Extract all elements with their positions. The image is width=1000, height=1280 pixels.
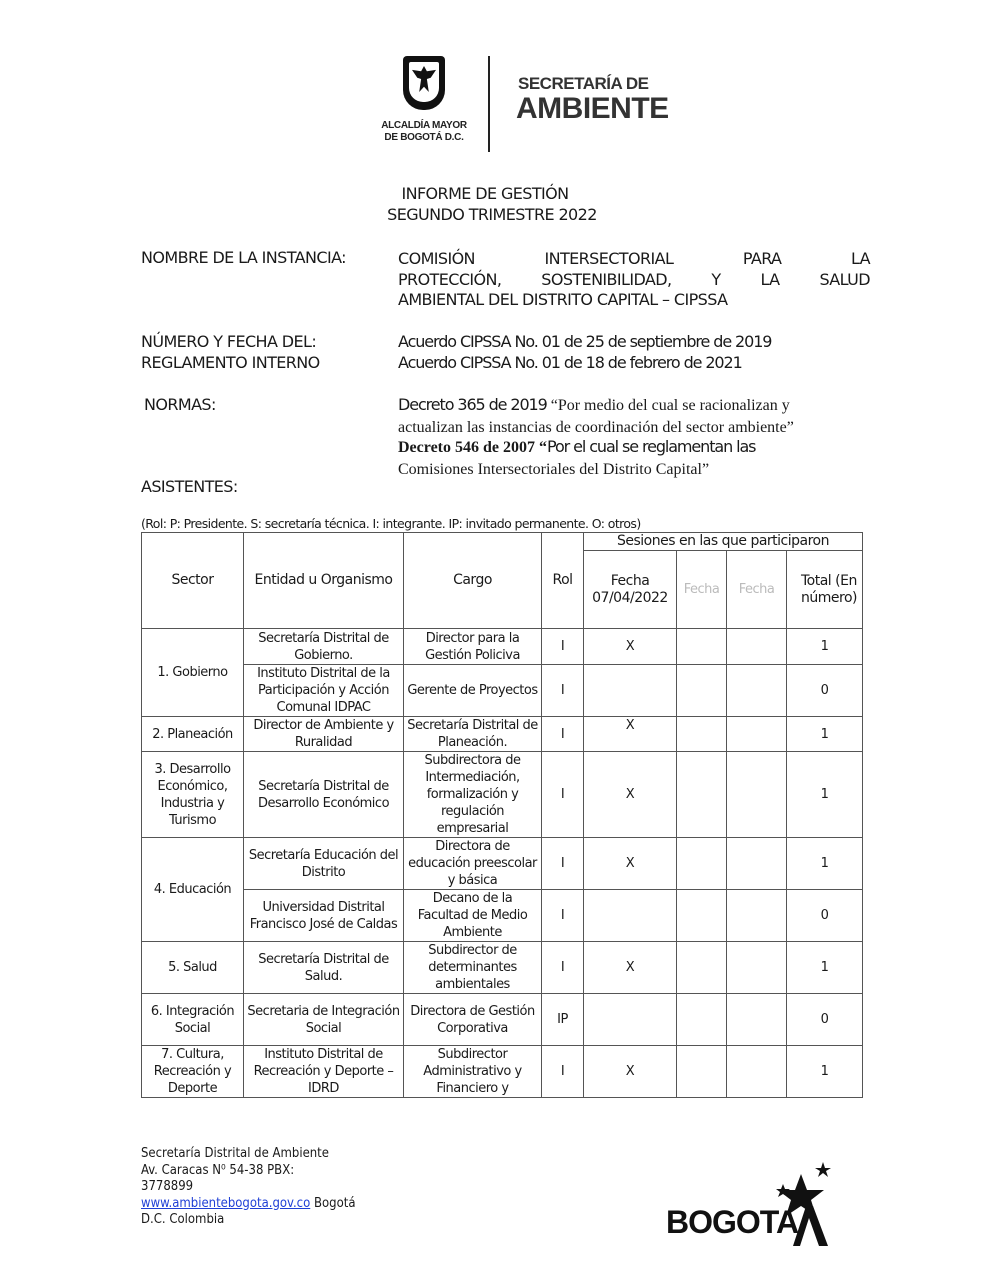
fecha-3-cell bbox=[727, 752, 787, 838]
rol-cell: I bbox=[542, 665, 584, 717]
reglamento-label1: NÚMERO Y FECHA DEL: bbox=[141, 332, 317, 351]
fecha-1-cell: X bbox=[584, 629, 677, 665]
cargo-cell: Subdirector de determinantes ambientales bbox=[404, 942, 542, 994]
table-row bbox=[142, 838, 863, 890]
norma-1-name: Decreto 365 de 2019 bbox=[398, 395, 547, 414]
website-link[interactable]: www.ambientebogota.gov.co bbox=[141, 1195, 311, 1211]
footer-phone: 3778899 bbox=[141, 1179, 194, 1194]
table-row bbox=[142, 752, 863, 838]
entidad-cell: Secretaría Educación del Distrito bbox=[244, 838, 404, 890]
header-fecha-1-date: 07/04/2022 bbox=[592, 589, 668, 606]
fecha-1-cell: X bbox=[584, 942, 677, 994]
logo-divider bbox=[488, 56, 490, 152]
footer-org: Secretaría Distrital de Ambiente bbox=[141, 1146, 329, 1161]
instancia-line1: COMISIÓN INTERSECTORIAL PARA LA bbox=[398, 249, 870, 268]
cargo-cell: Secretaría Distrital de Planeación. bbox=[404, 717, 542, 752]
header-fecha-2: Fecha bbox=[677, 551, 727, 629]
fecha-2-cell bbox=[677, 717, 727, 752]
instancia-line2: PROTECCIÓN, SOSTENIBILIDAD, Y LA SALUD bbox=[398, 270, 870, 289]
fecha-3-cell bbox=[727, 838, 787, 890]
reglamento-value2: Acuerdo CIPSSA No. 01 de 18 de febrero de 2021 bbox=[398, 353, 742, 372]
total-cell: 1 bbox=[787, 942, 863, 994]
sector-cell: 4. Educación bbox=[142, 838, 244, 942]
table-row bbox=[142, 717, 863, 752]
instancia-label: NOMBRE DE LA INSTANCIA: bbox=[141, 248, 346, 267]
fecha-2-cell bbox=[677, 838, 727, 890]
fecha-3-cell bbox=[727, 665, 787, 717]
rol-cell: IP bbox=[542, 994, 584, 1046]
rol-legend: (Rol: P: Presidente. S: secretaría técnica. I: integrante. IP: invitado permanente. O: otros) bbox=[141, 516, 641, 531]
fecha-2-cell bbox=[677, 890, 727, 942]
normas-label: NORMAS: bbox=[144, 395, 216, 414]
table-row bbox=[142, 665, 863, 717]
attendance-table bbox=[141, 532, 863, 1098]
header-fecha-1-label: Fecha bbox=[610, 572, 650, 589]
total-cell: 1 bbox=[787, 752, 863, 838]
fecha-1-cell bbox=[584, 890, 677, 942]
table-row bbox=[142, 629, 863, 665]
report-title: INFORME DE GESTIÓN bbox=[401, 184, 569, 203]
rol-cell: I bbox=[542, 629, 584, 665]
header-entidad: Entidad u Organismo bbox=[244, 533, 404, 629]
header-total: Total (En número) bbox=[787, 551, 863, 629]
total-cell: 0 bbox=[787, 665, 863, 717]
instancia-line3: AMBIENTAL DEL DISTRITO CAPITAL – CIPSSA bbox=[398, 290, 728, 309]
entidad-cell: Secretaría Distrital de Salud. bbox=[244, 942, 404, 994]
cargo-cell: Directora de educación preescolar y básica bbox=[404, 838, 542, 890]
header-rol: Rol bbox=[542, 533, 584, 629]
total-cell: 1 bbox=[787, 629, 863, 665]
header-sesiones: Sesiones en las que participaron bbox=[584, 533, 863, 551]
bogota-logo-text: BOGOTA bbox=[666, 1204, 799, 1240]
fecha-2-cell bbox=[677, 752, 727, 838]
secretaria-logo-line1: SECRETARÍA DE bbox=[518, 74, 649, 93]
norma-2-name: Decreto 546 de 2007 “ bbox=[398, 439, 547, 456]
entidad-cell: Universidad Distrital Francisco José de Caldas bbox=[244, 890, 404, 942]
reglamento-label2: REGLAMENTO INTERNO bbox=[141, 353, 320, 372]
alcaldia-line1: ALCALDÍA MAYOR bbox=[381, 120, 467, 131]
sector-cell: 6. Integración Social bbox=[142, 994, 244, 1046]
norma-1 bbox=[398, 394, 794, 438]
sector-cell: 5. Salud bbox=[142, 942, 244, 994]
footer-address bbox=[141, 1146, 356, 1229]
norma-2-desc-b: Comisiones Intersectoriales del Distrito Capital” bbox=[398, 461, 710, 478]
norma-1-desc-b: actualizan las instancias de coordinación del sector ambiente” bbox=[398, 419, 794, 436]
alcaldia-line2: DE BOGOTÁ D.C. bbox=[384, 132, 464, 143]
norma-2 bbox=[398, 436, 755, 480]
fecha-1-cell: X bbox=[584, 1046, 677, 1098]
fecha-3-cell bbox=[727, 994, 787, 1046]
fecha-1-cell: X bbox=[584, 752, 677, 838]
entidad-cell: Instituto Distrital de Recreación y Deporte – IDRD bbox=[244, 1046, 404, 1098]
rol-cell: I bbox=[542, 717, 584, 752]
fecha-2-cell bbox=[677, 629, 727, 665]
cargo-cell: Subdirectora de Intermediación, formalización y regulación empresarial bbox=[404, 752, 542, 838]
rol-cell: I bbox=[542, 1046, 584, 1098]
total-cell: 1 bbox=[787, 717, 863, 752]
header-fecha-3: Fecha bbox=[727, 551, 787, 629]
rol-cell: I bbox=[542, 942, 584, 994]
sector-cell: 3. Desarrollo Económico, Industria y Turismo bbox=[142, 752, 244, 838]
cargo-cell: Subdirector Administrativo y Financiero y bbox=[404, 1046, 542, 1098]
fecha-2-cell bbox=[677, 942, 727, 994]
rol-cell: I bbox=[542, 890, 584, 942]
cargo-cell: Directora de Gestión Corporativa bbox=[404, 994, 542, 1046]
footer-city: Bogotá bbox=[310, 1195, 356, 1211]
report-subtitle: SEGUNDO TRIMESTRE 2022 bbox=[387, 205, 597, 224]
fecha-3-cell bbox=[727, 890, 787, 942]
fecha-3-cell bbox=[727, 629, 787, 665]
footer-country: D.C. Colombia bbox=[141, 1212, 225, 1227]
asistentes-label: ASISTENTES: bbox=[141, 477, 238, 496]
fecha-1-cell bbox=[584, 665, 677, 717]
fecha-1-cell: X bbox=[584, 838, 677, 890]
header-fecha-1 bbox=[584, 551, 677, 629]
entidad-cell: Secretaría Distrital de Desarrollo Económico bbox=[244, 752, 404, 838]
bogota-logo bbox=[666, 1160, 836, 1250]
cargo-cell: Director para la Gestión Policiva bbox=[404, 629, 542, 665]
table-row bbox=[142, 1046, 863, 1098]
secretaria-logo-line2: AMBIENTE bbox=[516, 92, 669, 125]
footer-street: Av. Caracas N⁰ 54-38 PBX: bbox=[141, 1162, 295, 1178]
footer-web-line bbox=[141, 1196, 356, 1213]
total-cell: 0 bbox=[787, 994, 863, 1046]
norma-2-desc-a: Por el cual se reglamentan las bbox=[547, 437, 756, 456]
fecha-1-cell bbox=[584, 994, 677, 1046]
sector-cell: 7. Cultura, Recreación y Deporte bbox=[142, 1046, 244, 1098]
reglamento-value1: Acuerdo CIPSSA No. 01 de 25 de septiembre de 2019 bbox=[398, 332, 772, 351]
entidad-cell: Director de Ambiente y Ruralidad bbox=[244, 717, 404, 752]
table-row bbox=[142, 942, 863, 994]
entidad-cell: Secretaría Distrital de Gobierno. bbox=[244, 629, 404, 665]
norma-1-desc-a: “Por medio del cual se racionalizan y bbox=[546, 397, 790, 414]
table-row bbox=[142, 890, 863, 942]
sector-cell: 2. Planeación bbox=[142, 717, 244, 752]
fecha-1-cell: X bbox=[584, 717, 677, 752]
total-cell: 1 bbox=[787, 1046, 863, 1098]
header-sector: Sector bbox=[142, 533, 244, 629]
total-cell: 0 bbox=[787, 890, 863, 942]
rol-cell: I bbox=[542, 838, 584, 890]
alcaldia-logo bbox=[368, 56, 480, 154]
total-cell: 1 bbox=[787, 838, 863, 890]
header-cargo: Cargo bbox=[404, 533, 542, 629]
entidad-cell: Secretaria de Integración Social bbox=[244, 994, 404, 1046]
rol-cell: I bbox=[542, 752, 584, 838]
fecha-2-cell bbox=[677, 665, 727, 717]
cargo-cell: Decano de la Facultad de Medio Ambiente bbox=[404, 890, 542, 942]
fecha-2-cell bbox=[677, 994, 727, 1046]
coat-of-arms-icon bbox=[403, 56, 445, 110]
cargo-cell: Gerente de Proyectos bbox=[404, 665, 542, 717]
table-row bbox=[142, 994, 863, 1046]
fecha-3-cell bbox=[727, 1046, 787, 1098]
entidad-cell: Instituto Distrital de la Participación y Acción Comunal IDPAC bbox=[244, 665, 404, 717]
fecha-3-cell bbox=[727, 717, 787, 752]
fecha-2-cell bbox=[677, 1046, 727, 1098]
sector-cell: 1. Gobierno bbox=[142, 629, 244, 717]
fecha-3-cell bbox=[727, 942, 787, 994]
